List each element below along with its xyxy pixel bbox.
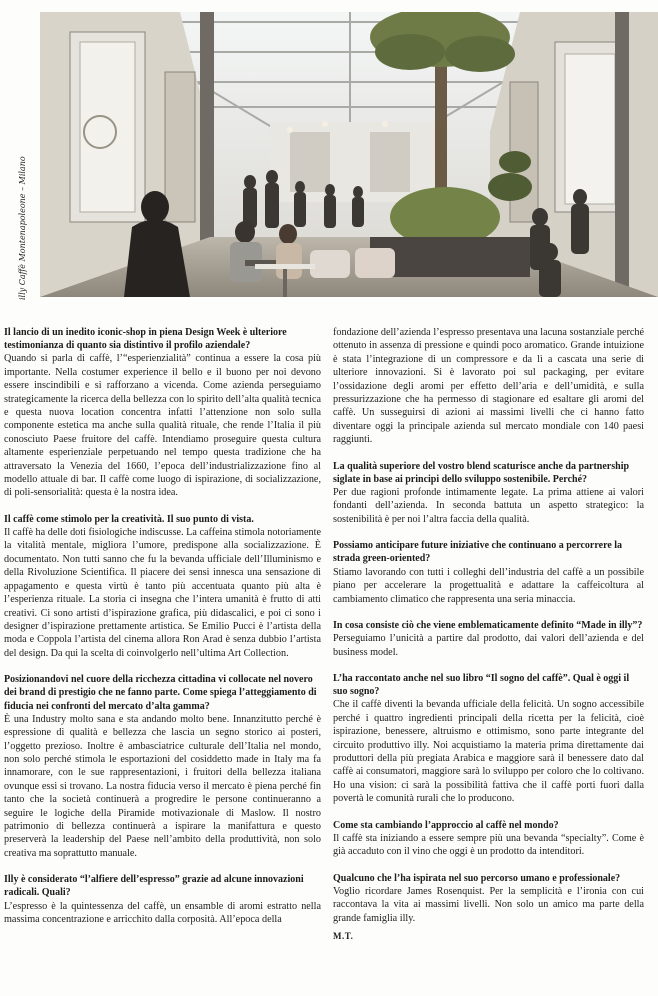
right-column	[333, 326, 644, 941]
answer: fondazione dell’azienda l’espresso presentava una lacuna sostanziale perché ottenuto in assenza di pressione e quindi poco aromatico. Grande intuizione è stata l’integrazione di un compressore e da lì a cascata una serie di ulteriore innovazioni. Si è lavorato poi sul packaging, per evitare l’ossidazione degli aromi per effetto dell’aria e dell’umidità, e sulla pressurizzazione che ha permesso di stagionare ed esaltare gli aromi del caffè. Un susseguirsi di azioni ai massimi livelli che ci hanno fatto diventare oggi la principale azienda sul mercato mondiale con 140 paesi raggiunti.	[333, 327, 644, 446]
cafe-interior-illustration	[40, 12, 658, 297]
question: In cosa consiste ciò che viene emblematicamente definito “Made in illy”?	[333, 619, 643, 631]
question: L’ha raccontato anche nel suo libro “Il sogno del caffè”. Qual è oggi il suo sogno?	[333, 672, 630, 698]
photo-caption-text: illy Caffè Montenapoleone – Milano	[18, 156, 27, 300]
answer: Per due ragioni profonde intimamente legate. La prima attiene ai valori fondanti dell’azienda. In seconda battuta un aspetto strategico: la sostenibilità è per noi l’altra faccia della qualità.	[333, 487, 644, 525]
question: La qualità superiore del vostro blend scaturisce anche da partnership siglate in base ai principi dello sviluppo sostenibile. Perché?	[333, 460, 630, 485]
answer: Che il caffè diventi la bevanda ufficiale della felicità. Un sogno accessibile perché i quattro ingredienti principali della ricetta per la felicità, cioè ispirazione, benessere, altruismo e ottimismo, sono parte integrante del circuito produttivo illy. Noi acquistiamo la materia prima direttamente dai produttori della più pregiata Arabica e maggiore sarà il benessere dato dal caffè ai consumatori, maggiore sarà lo sviluppo per coloro che lo coltivano. Ho una vision: ci sarà la possibilità fattiva che il caffè porti fuori dalla povertà le comunità rurali che lo producono.	[333, 699, 644, 805]
photo-caption	[16, 150, 32, 310]
question: Il lancio di un inedito iconic-shop in piena Design Week è ulteriore testimonianza di quanto sia distintivo il profilo aziendale?	[4, 327, 287, 352]
answer: L’espresso è la quintessenza del caffè, un ensamble di aromi estratto nella massima concentrazione e arricchito dalla corposità. All’epoca della	[4, 900, 321, 926]
left-column	[4, 326, 321, 926]
answer: Voglio ricordare James Rosenquist. Per la semplicità e l’ironia con cui raccontava la vita ai massimi livelli. Non solo un amico ma parte della grande famiglia illy.	[333, 885, 644, 924]
question: Possiamo anticipare future iniziative che continuano a percorrere la strada green-oriented?	[333, 540, 623, 565]
question: Posizionandovi nel cuore della ricchezza cittadina vi collocate nel novero dei brand di prestigio che ne fanno parte. Come spiega l’atteggiamento di fiducia nei confronti del mercato d’alta gamma?	[4, 674, 317, 712]
answer: È una Industry molto sana e sta andando molto bene. Innanzitutto perché è espressione di qualità e bellezza che lascia un segno storico ai posteri, l’oggetto prezioso. Inoltre è ambasciatrice culturale dell’Italia nel mondo, non solo perché stimola le esportazioni del cosiddetto made in Italy ma fa innamorare, con le sue rappresentazioni, i fruitori della bellezza italiana ovunque essi si trovano. La nostra fiducia verso il mercato è piena perché fin tanto che la società continuerà a progredire le persone continueranno a seguire le logiche della Piramide motivazionale di Maslow. Il nostro patrimonio di bellezza continuerà a ispirare la manifattura e questo preserverà la leadership del Paese nell’ambito della produttività, non solo creativa ma soprattutto manuale.	[4, 713, 321, 859]
cafe-interior-photo	[40, 12, 658, 297]
answer: Stiamo lavorando con tutti i colleghi dell’industria del caffè a un possibile piano per accelerare la progettualità e adattare la caffeicoltura al cambiamento climatico che rappresenta una seria minaccia.	[333, 566, 644, 605]
answer: Il caffè ha delle doti fisiologiche indiscusse. La caffeina stimola notoriamente la vitalità mentale, migliora l’umore, predispone alla socializzazione. È documentato. Non tutti sanno che fu la bevanda ufficiale dell’Illuminismo e della Rivoluzione Scientifica. Il piacere dei sensi innesca una sensazione di appagamento e questa virtù è tanto più accentuata quanto più alta è l’esperienza rituale. La storia ci insegna che l’intera umanità è frutto di atti creativi. Ci sono artisti d’ispirazione grafica, più didascalici, e poi ci sono i designer d’ispirazione prettamente artistica. Se Emilio Pucci è l’artista della moda e Coppola l’artista del cinema allora Ron Arad è senza dubbio l’artista del design. Da qui la scelta di coinvolgerlo nell’ultima Art Collection.	[4, 527, 321, 659]
answer: Perseguiamo l’unicità a partire dal prodotto, dai valori dell’azienda e del business model.	[333, 633, 644, 658]
question: Illy è considerato “l’alfiere dell’espresso” grazie ad alcune innovazioni radicali. Quali?	[4, 874, 304, 899]
answer: Quando si parla di caffè, l’“esperienzialità” continua a essere la cosa più importante. Nella costumer experience il bello e il buono per noi devono essere inscindibili e si rafforzano a vicenda. Come azienda perseguiamo strategicamente la ricerca della bellezza con lo spirito dell’alta qualità tecnica e questa nuova location concentra infatti l’attenzione non solo sulla componente estetica ma anche sulla qualità rituale, che rende l’Italia il più conosciuto Paese fruitore del caffè. Intendiamo proseguire questa cultura altamente esperienziale perpetuando nel tempo questa tradizione che ha attraversato la Venezia del 1660, l’epoca dell’industrializzazione fino al modello attuale di bar. Il caffè come luogo di ispirazione, di socializzazione, di poli-sensorialità: questa è la nostra idea.	[4, 353, 321, 499]
question: Il caffè come stimolo per la creatività. Il suo punto di vista.	[4, 513, 254, 525]
author-signature: M.T.	[333, 931, 354, 942]
answer: Il caffè sta iniziando a essere sempre più una bevanda “specialty”. Come è già accaduto con il vino che oggi è un prodotto da intenditori.	[333, 832, 644, 858]
question: Qualcuno che l’ha ispirata nel suo percorso umano e professionale?	[333, 872, 621, 884]
question: Come sta cambiando l’approccio al caffè nel mondo?	[333, 819, 559, 831]
